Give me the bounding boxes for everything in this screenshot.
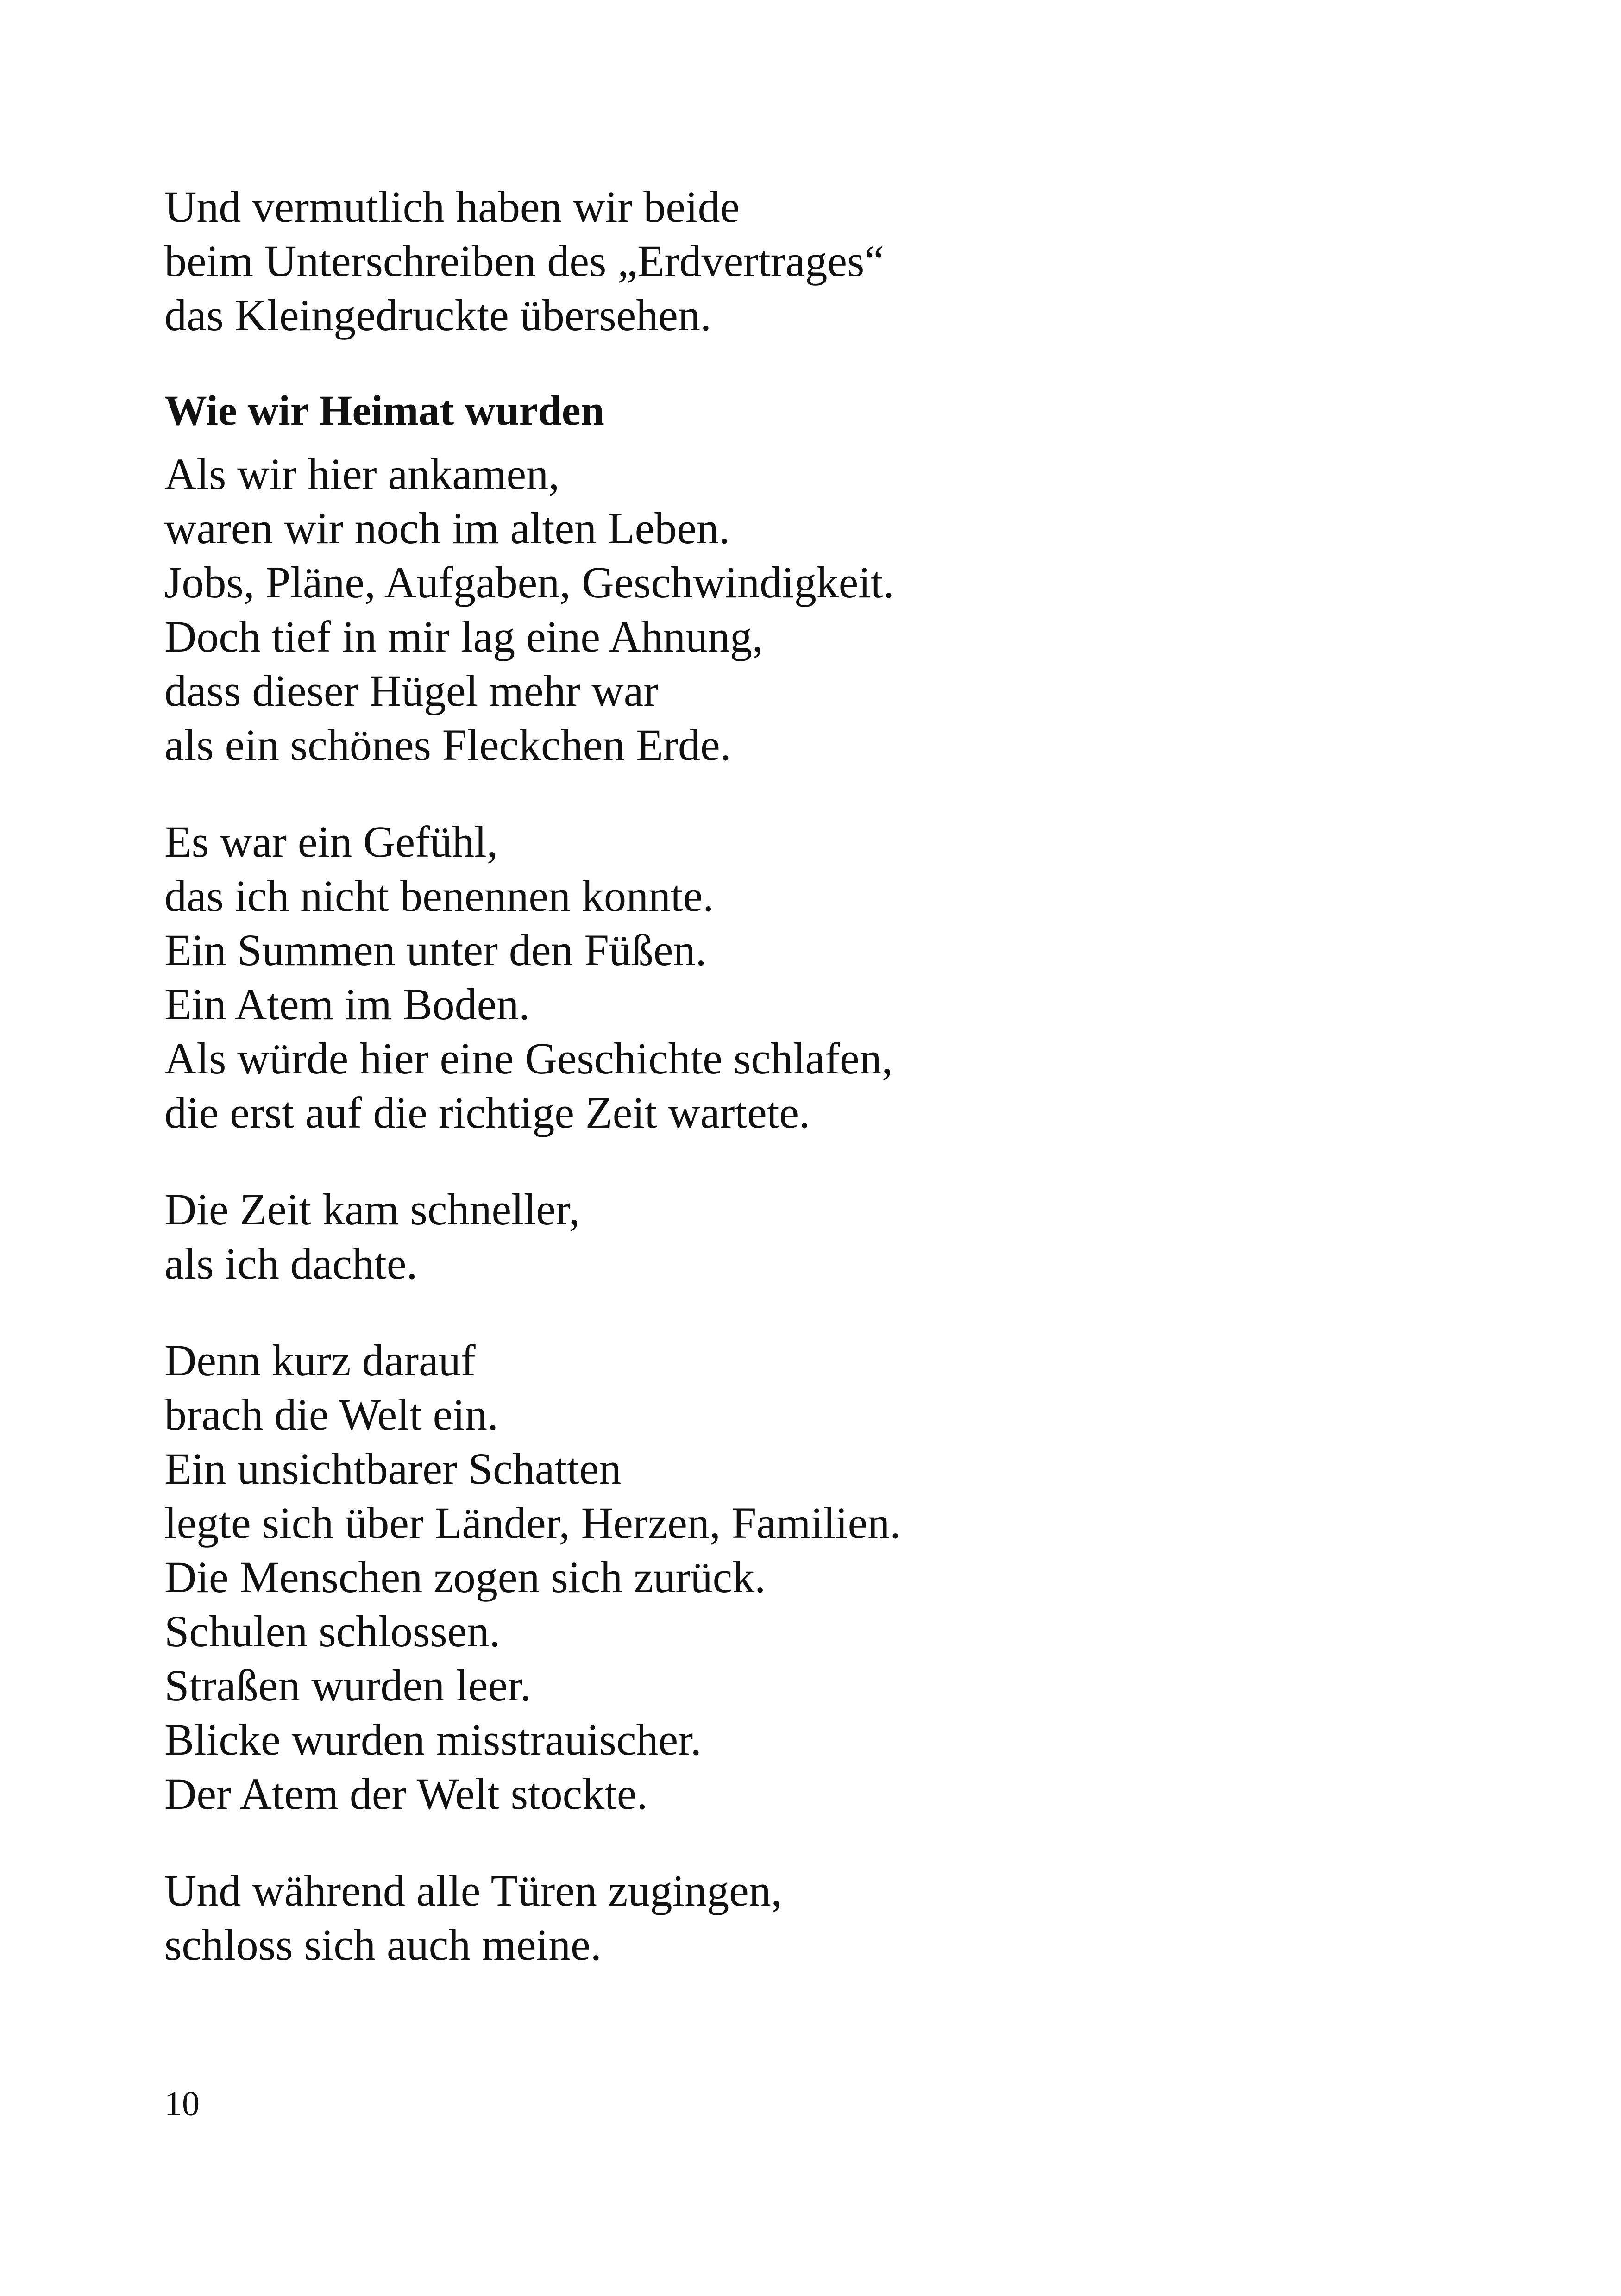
poem-line: als ich dachte.	[164, 1239, 418, 1288]
poem-line: als ein schönes Fleckchen Erde.	[164, 720, 731, 770]
stanza	[164, 1863, 1508, 1972]
poem-line: Die Zeit kam schneller,	[164, 1185, 580, 1234]
poem-line: Es war ein Gefühl,	[164, 817, 498, 866]
stanza	[164, 447, 1508, 772]
poem-line: brach die Welt ein.	[164, 1390, 498, 1439]
section-heading: Wie wir Heimat wurden	[164, 387, 604, 434]
intro-stanza	[164, 180, 1508, 342]
poem-line: das ich nicht benennen konnte.	[164, 871, 714, 921]
poem-line: Doch tief in mir lag eine Ahnung,	[164, 612, 764, 661]
poem-line: beim Unterschreiben des „Erdvertrages“	[164, 236, 884, 286]
poem-line: schloss sich auch meine.	[164, 1920, 602, 1970]
stanza	[164, 1333, 1508, 1821]
page-number: 10	[164, 2084, 200, 2123]
poem-line: Und während alle Türen zugingen,	[164, 1866, 782, 1915]
poem-line: Der Atem der Welt stockte.	[164, 1769, 648, 1819]
poem-line: Und vermutlich haben wir beide	[164, 182, 740, 232]
poem-line: Denn kurz darauf	[164, 1336, 476, 1385]
poem-line: Straßen wurden leer.	[164, 1661, 531, 1710]
poem-line: Ein Atem im Boden.	[164, 979, 530, 1029]
poem-line: das Kleingedruckte übersehen.	[164, 290, 711, 340]
poem-line: Ein unsichtbarer Schatten	[164, 1444, 622, 1493]
poem-line: dass dieser Hügel mehr war	[164, 666, 659, 715]
poem-line: Jobs, Pläne, Aufgaben, Geschwindigkeit.	[164, 558, 894, 607]
stanza	[164, 1182, 1508, 1291]
poem-line: Schulen schlossen.	[164, 1606, 501, 1656]
poem-line: Die Menschen zogen sich zurück.	[164, 1552, 766, 1602]
poem-line: Blicke wurden misstrauischer.	[164, 1715, 702, 1764]
poem-text	[164, 180, 1508, 1972]
poem-line: Ein Summen unter den Füßen.	[164, 925, 707, 975]
poem-line: die erst auf die richtige Zeit wartete.	[164, 1088, 810, 1137]
poem-line: Als wir hier ankamen,	[164, 449, 560, 499]
stanza	[164, 815, 1508, 1140]
poem-line: legte sich über Länder, Herzen, Familien.	[164, 1498, 901, 1548]
poem-line: waren wir noch im alten Leben.	[164, 503, 730, 553]
poem-line: Als würde hier eine Geschichte schlafen,	[164, 1034, 893, 1083]
